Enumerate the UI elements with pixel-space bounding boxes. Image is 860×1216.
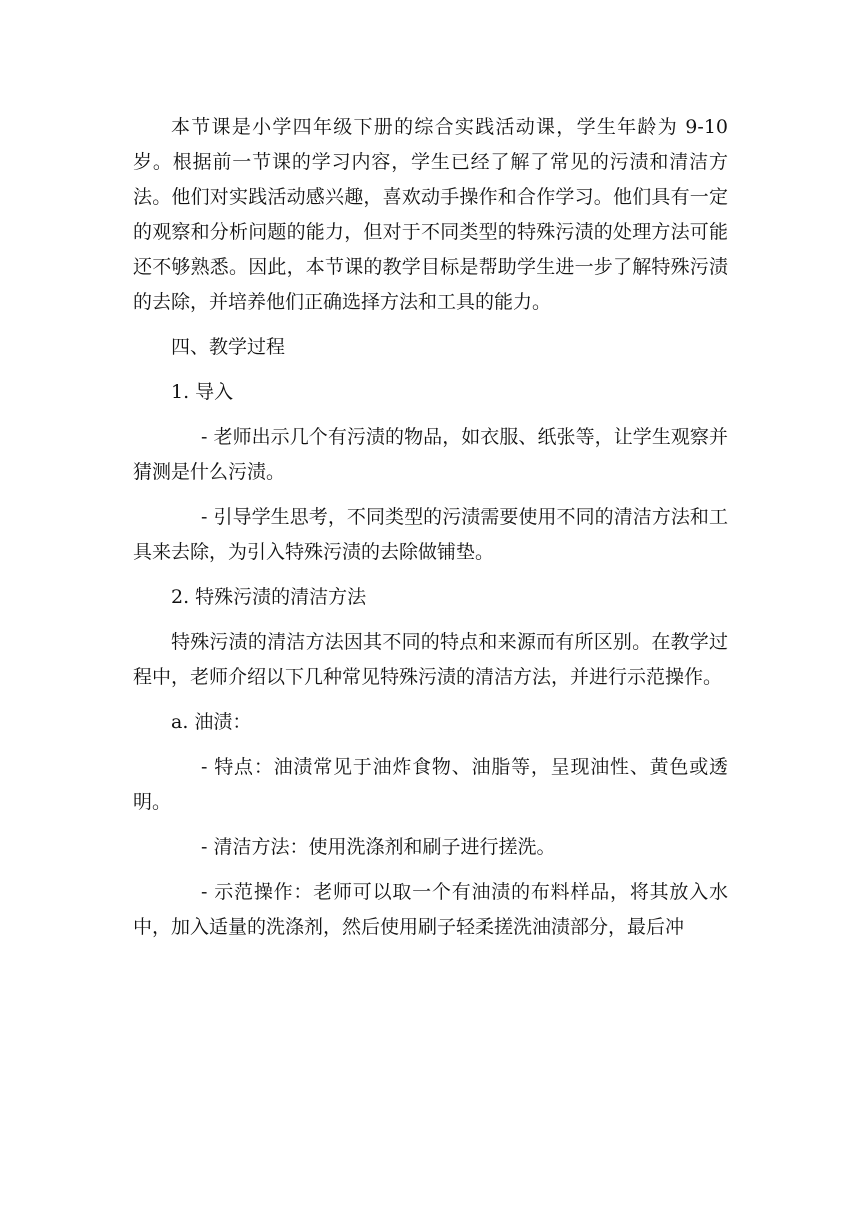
intro-paragraph: 本节课是小学四年级下册的综合实践活动课，学生年龄为 9-10 岁。根据前一节课的学习内容，学生已经了解了常见的污渍和清洁方法。他们对实践活动感兴趣，喜欢动手操作和合作学习。他们具有一定的观察和分析问题的能力，但对于不同类型的特殊污渍的处理方法可能还不够熟悉。因此，本节课的教学目标是帮助学生进一步了解特殊污渍的去除，并培养他们正确选择方法和工具的能力。 <box>133 116 728 313</box>
section-heading: 四、教学过程 <box>171 336 286 358</box>
list-item: - 引导学生思考，不同类型的污渍需要使用不同的清洁方法和工具来去除，为引入特殊污渍的去除做铺垫。 <box>133 506 728 563</box>
list-item: - 清洁方法：使用洗涤剂和刷子进行搓洗。 <box>201 836 556 858</box>
document-page <box>133 110 728 955</box>
list-item: - 示范操作：老师可以取一个有油渍的布料样品，将其放入水中，加入适量的洗涤剂，然后使用刷子轻柔搓洗油渍部分，最后冲 <box>133 881 728 938</box>
list-item: - 特点：油渍常见于油炸食物、油脂等，呈现油性、黄色或透明。 <box>133 756 728 813</box>
subheading: a. 油渍： <box>171 711 252 733</box>
step-heading: 2. 特殊污渍的清洁方法 <box>171 586 367 608</box>
list-item: - 老师出示几个有污渍的物品，如衣服、纸张等，让学生观察并猜测是什么污渍。 <box>133 426 728 483</box>
body-paragraph: 特殊污渍的清洁方法因其不同的特点和来源而有所区别。在教学过程中，老师介绍以下几种常见特殊污渍的清洁方法，并进行示范操作。 <box>133 631 728 688</box>
step-heading: 1. 导入 <box>171 381 234 403</box>
